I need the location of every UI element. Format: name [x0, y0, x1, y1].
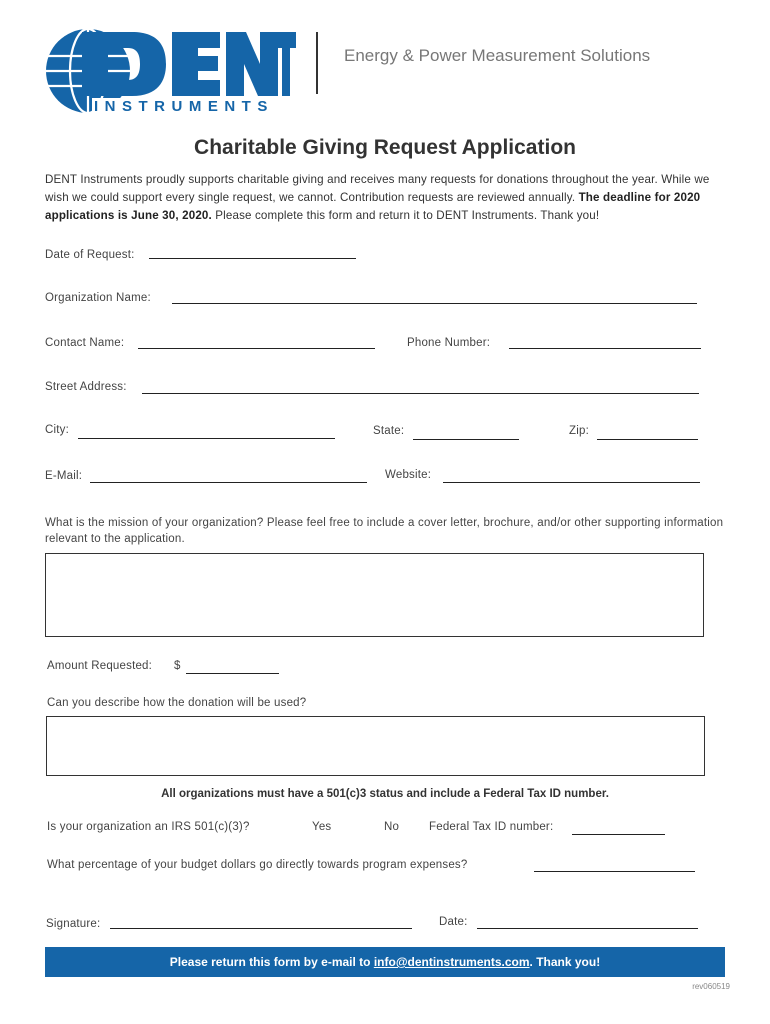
donation-use-question: Can you describe how the donation will be used?: [47, 697, 307, 709]
intro-tail: Please complete this form and return it to DENT Instruments. Thank you!: [215, 209, 600, 222]
irs-question: Is your organization an IRS 501(c)(3)?: [47, 821, 250, 833]
return-email-link[interactable]: info@dentinstruments.com: [373, 955, 530, 969]
zip-field[interactable]: [597, 439, 698, 440]
revision-code: rev060519: [692, 982, 730, 991]
dent-logo: [42, 26, 302, 118]
amount-requested-label: Amount Requested:: [47, 660, 153, 672]
federal-tax-id-label: Federal Tax ID number:: [429, 821, 554, 833]
mission-question: What is the mission of your organization? Please feel free to include a cover letter, brochure, and/or other supporting information relevant to the application.: [45, 517, 724, 545]
street-address-field[interactable]: [142, 393, 699, 394]
currency-symbol: $: [174, 660, 181, 672]
logo-subtext: INSTRUMENTS: [94, 98, 274, 115]
city-label: City:: [45, 424, 69, 436]
contact-name-label: Contact Name:: [45, 337, 125, 349]
no-option[interactable]: No: [384, 821, 400, 833]
contact-name-field[interactable]: [138, 348, 375, 349]
intro-paragraph: [45, 171, 735, 225]
amount-requested-field[interactable]: [186, 673, 279, 674]
date-label: Date:: [439, 916, 468, 928]
mission-textarea[interactable]: [45, 553, 704, 637]
date-of-request-label: Date of Request:: [45, 249, 135, 261]
return-instructions-bar: [45, 947, 725, 977]
phone-number-field[interactable]: [509, 348, 701, 349]
intro-deadline: The deadline for 2020 applications is June 30, 2020.: [45, 191, 701, 222]
state-label: State:: [373, 425, 405, 437]
header-divider: [316, 32, 318, 94]
intro-text: DENT Instruments proudly supports charitable giving and receives many requests for donations throughout the year. While we wish we could support every single request, we cannot. Contribution requests are reviewed annually.: [45, 173, 710, 204]
website-field[interactable]: [443, 482, 700, 483]
zip-label: Zip:: [569, 425, 589, 437]
email-field[interactable]: [90, 482, 367, 483]
email-label: E-Mail:: [45, 470, 83, 482]
street-address-label: Street Address:: [45, 381, 127, 393]
date-of-request-field[interactable]: [149, 258, 356, 259]
return-text-prefix: Please return this form by e-mail to: [169, 955, 374, 969]
requirement-notice: All organizations must have a 501(c)3 status and include a Federal Tax ID number.: [161, 788, 609, 800]
date-field[interactable]: [477, 928, 698, 929]
website-label: Website:: [385, 469, 432, 481]
signature-field[interactable]: [110, 928, 412, 929]
federal-tax-id-field[interactable]: [572, 834, 665, 835]
header-tagline: Energy & Power Measurement Solutions: [344, 46, 651, 65]
return-text-suffix: . Thank you!: [529, 955, 601, 969]
donation-use-textarea[interactable]: [46, 716, 705, 776]
budget-question: What percentage of your budget dollars go directly towards program expenses?: [47, 859, 468, 871]
organization-name-field[interactable]: [172, 303, 697, 304]
form-title: Charitable Giving Request Application: [194, 136, 576, 159]
city-field[interactable]: [78, 438, 335, 439]
signature-label: Signature:: [46, 918, 101, 930]
yes-option[interactable]: Yes: [312, 821, 332, 833]
organization-name-label: Organization Name:: [45, 292, 151, 304]
budget-percentage-field[interactable]: [534, 871, 695, 872]
phone-number-label: Phone Number:: [407, 337, 491, 349]
state-field[interactable]: [413, 439, 519, 440]
